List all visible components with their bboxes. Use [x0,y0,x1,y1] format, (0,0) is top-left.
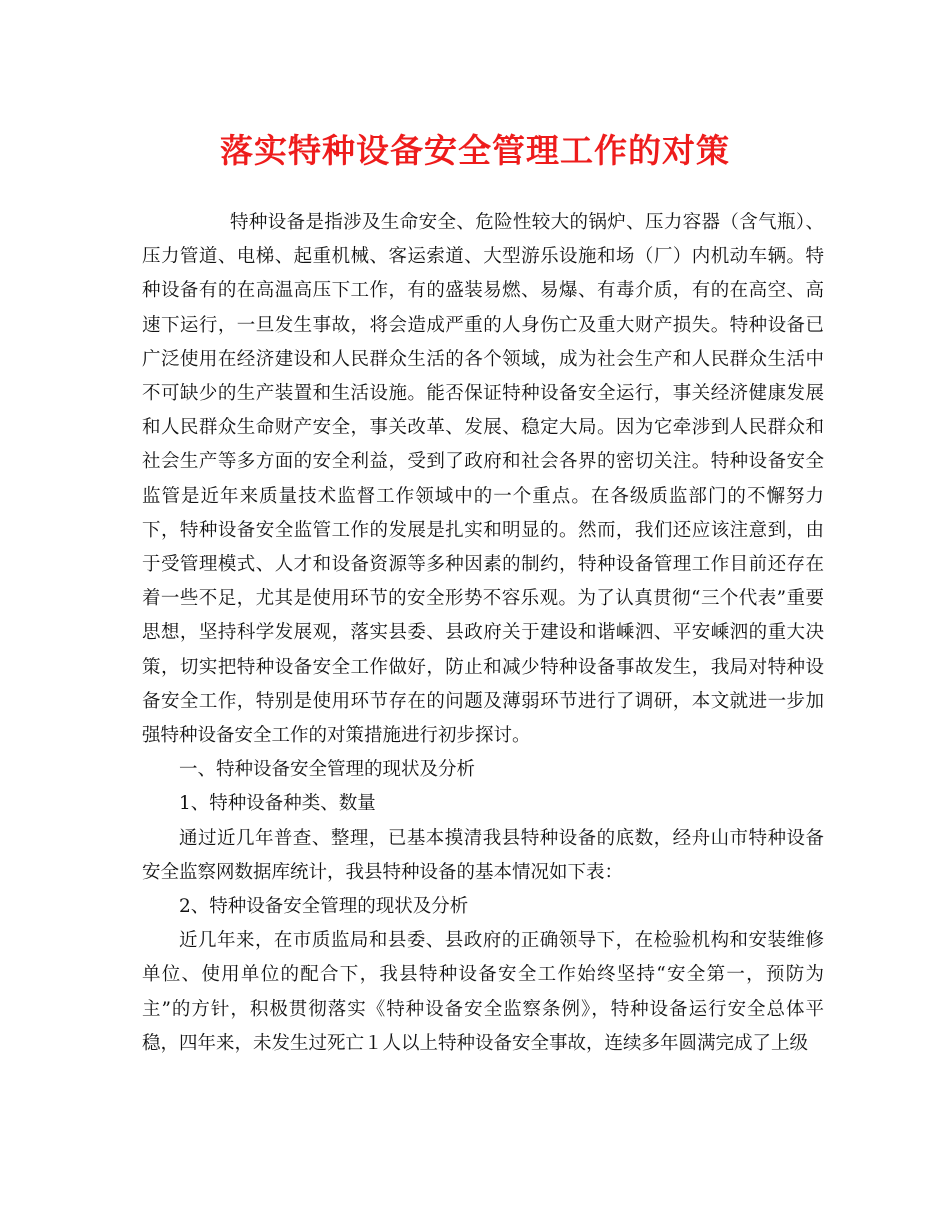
document-body [142,206,824,1061]
intro-paragraph: 特种设备是指涉及生命安全、危险性较大的锅炉、压力容器（含气瓶）、压力管道、电梯、起重机械、客运索道、大型游乐设施和场（厂）内机动车辆。特种设备有的在高温高压下工作，有的盛装易燃、易爆、有毒介质，有的在高空、高速下运行，一旦发生事故，将会造成严重的人身伤亡及重大财产损失。特种设备已广泛使用在经济建设和人民群众生活的各个领域，成为社会生产和人民群众生活中不可缺少的生产装置和生活设施。能否保证特种设备安全运行，事关经济健康发展和人民群众生命财产安全，事关改革、发展、稳定大局。因为它牵涉到人民群众和社会生产等多方面的安全利益，受到了政府和社会各界的密切关注。特种设备安全监管是近年来质量技术监督工作领域中的一个重点。在各级质监部门的不懈努力下，特种设备安全监管工作的发展是扎实和明显的。然而，我们还应该注意到，由于受管理模式、人才和设备资源等多种因素的制约，特种设备管理工作目前还存在着一些不足，尤其是使用环节的安全形势不容乐观。为了认真贯彻“三个代表”重要思想，坚持科学发展观，落实县委、县政府关于建设和谐嵊泗、平安嵊泗的重大决策，切实把特种设备安全工作做好，防止和减少特种设备事故发生，我局对特种设备安全工作，特别是使用环节存在的问题及薄弱环节进行了调研，本文就进一步加强特种设备安全工作的对策措施进行初步探讨。 [142,212,824,747]
subsection-heading-1: 1、特种设备种类、数量 [179,793,376,815]
document-title: 落实特种设备安全管理工作的对策 [220,131,730,170]
body-paragraph: 通过近几年普查、整理，已基本摸清我县特种设备的底数，经舟山市特种设备安全监察网数据库统计，我县特种设备的基本情况如下表： [142,827,824,883]
subsection-heading-2: 2、特种设备安全管理的现状及分析 [179,896,469,918]
body-paragraph: 近几年来，在市质监局和县委、县政府的正确领导下，在检验机构和安装维修单位、使用单位的配合下，我县特种设备安全工作始终坚持“安全第一，预防为主”的方针，积极贯彻落实《特种设备安全监察条例》，特种设备运行安全总体平稳，四年来，未发生过死亡１人以上特种设备安全事故，连续多年圆满完成了上级 [142,930,824,1054]
section-heading-1: 一、特种设备安全管理的现状及分析 [179,759,476,781]
